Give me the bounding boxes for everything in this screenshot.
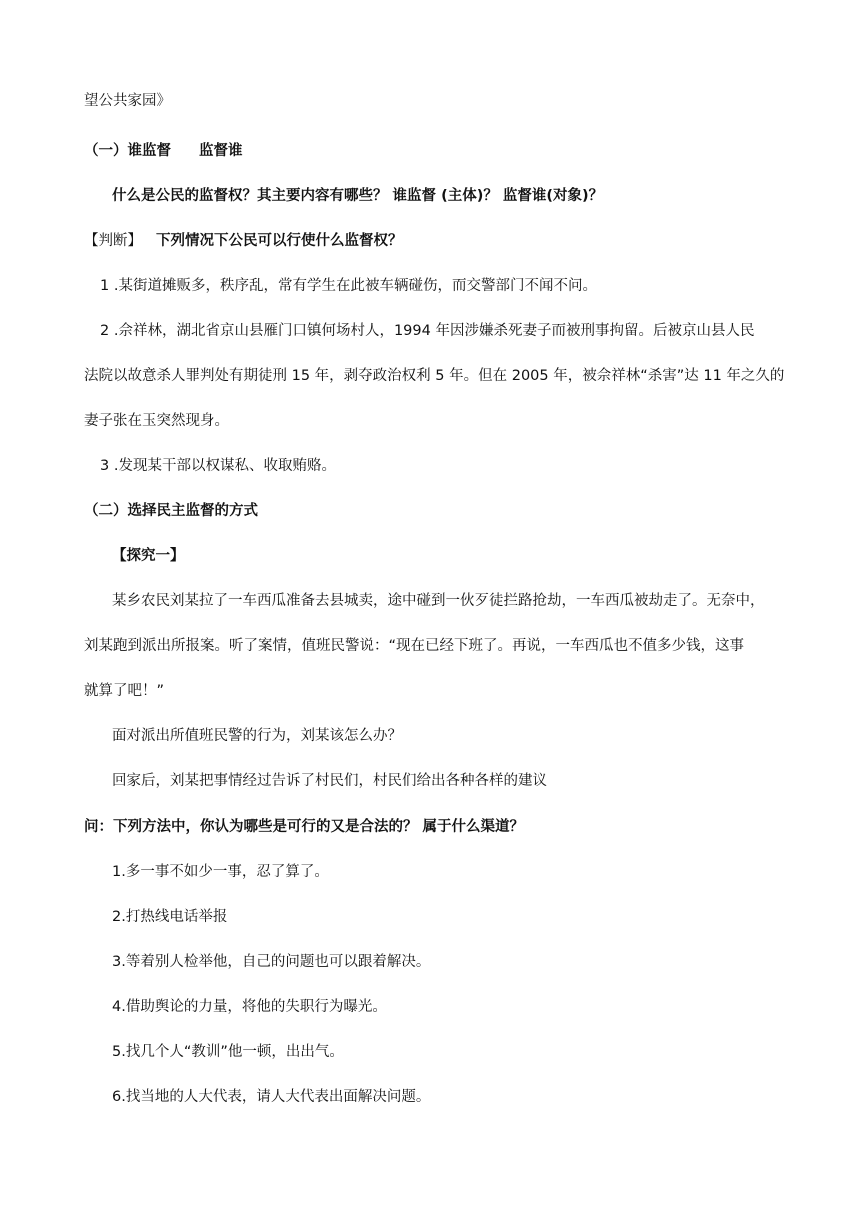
- story-followup: 回家后，刘某把事情经过告诉了村民们，村民们给出各种各样的建议: [112, 773, 547, 789]
- case-item-3: 3 .发现某干部以权谋私、收取贿赂。: [100, 458, 336, 474]
- case-item-2-continued: 法院以故意杀人罪判处有期徒刑 15 年，剥夺政治权利 5 年。但在 2005 年，被佘祥林“杀害”达 11 年之久的: [84, 368, 785, 384]
- section-heading-1-part-a: （一）谁监督: [84, 143, 171, 159]
- method-option-2: 2.打热线电话举报: [112, 909, 228, 925]
- case-item-1: 1 .某街道摊贩多，秩序乱，常有学生在此被车辆碰伤，而交警部门不闻不问。: [100, 278, 597, 294]
- method-option-4: 4.借助舆论的力量，将他的失职行为曝光。: [112, 999, 387, 1015]
- judgment-question: 下列情况下公民可以行使什么监督权？: [156, 233, 403, 249]
- section-heading-2: （二）选择民主监督的方式: [84, 503, 258, 519]
- method-option-3: 3.等着别人检举他，自己的问题也可以跟着解决。: [112, 954, 431, 970]
- section-heading-1-part-b: 监督谁: [199, 143, 243, 159]
- story-paragraph-line-2: 刘某跑到派出所报案。听了案情，值班民警说：“现在已经下班了。再说，一车西瓜也不值多少钱，这事: [84, 638, 745, 654]
- story-question: 面对派出所值班民警的行为，刘某该怎么办？: [112, 728, 402, 744]
- method-option-1: 1.多一事不如少一事，忍了算了。: [112, 864, 329, 880]
- section-heading-1: [84, 141, 784, 161]
- story-paragraph-line-1: 某乡农民刘某拉了一车西瓜准备去县城卖，途中碰到一伙歹徒拦路抢劫，一车西瓜被劫走了。无奈中，: [112, 593, 765, 609]
- question-supervision-right: 什么是公民的监督权？其主要内容有哪些？ 谁监督 (主体)？ 监督谁(对象)？: [112, 188, 604, 204]
- methods-question: 问：下列方法中，你认为哪些是可行的又是合法的？ 属于什么渠道？: [84, 819, 525, 835]
- case-item-2: 2 .佘祥林，湖北省京山县雁门口镇何场村人，1994 年因涉嫌杀死妻子而被刑事拘留。后被京山县人民: [100, 323, 755, 339]
- method-option-6: 6.找当地的人大代表，请人大代表出面解决问题。: [112, 1089, 431, 1105]
- judgment-label: 【判断】: [84, 233, 142, 249]
- method-option-5: 5.找几个人“教训”他一顿，出出气。: [112, 1044, 344, 1060]
- case-item-2-end: 妻子张在玉突然现身。: [84, 413, 229, 429]
- story-paragraph-line-3: 就算了吧！”: [84, 683, 165, 699]
- text-line-continuation: 望公共家园》: [84, 93, 171, 109]
- judgment-prompt: [84, 231, 784, 251]
- inquiry-label: 【探究一】: [112, 548, 185, 564]
